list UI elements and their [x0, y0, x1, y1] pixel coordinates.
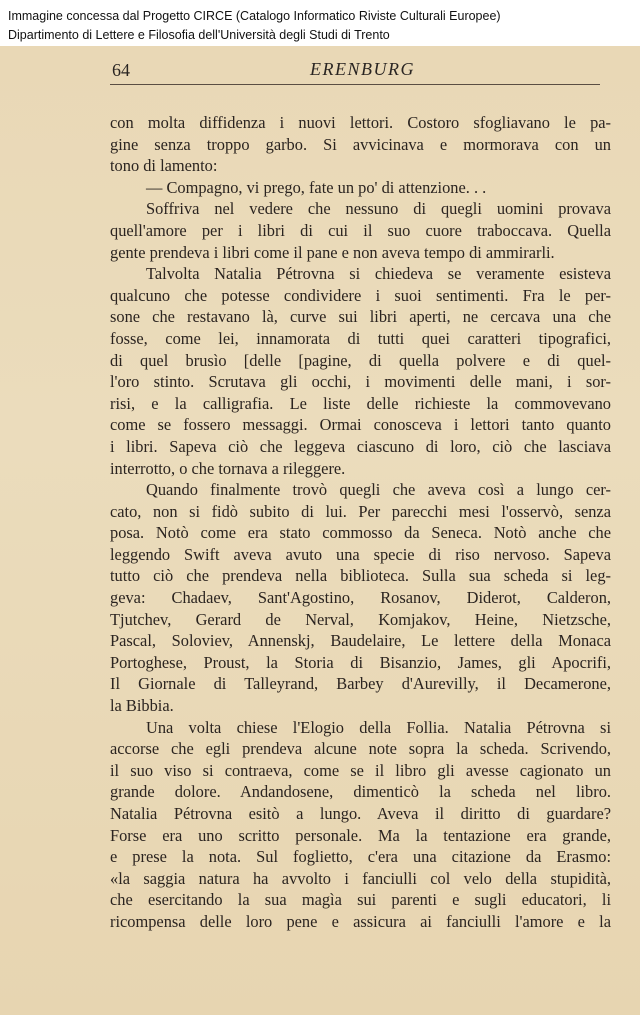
- text-line: risi, e la calligrafia. Le liste delle richieste la commovevano: [110, 393, 611, 413]
- text-line: gente prendeva i libri come il pane e non aveva tempo di ammirarli.: [110, 242, 555, 262]
- text-line: Soffriva nel vedere che nessuno di quegli uomini provava: [146, 199, 611, 219]
- text-line: di quel brusìo [delle [pagine, di quella polvere e di quel-: [110, 350, 611, 370]
- book-page: [0, 46, 640, 1015]
- text-line: geva: Chadaev, Sant'Agostino, Rosanov, Diderot, Calderon,: [110, 588, 611, 608]
- text-line: tutto ciò che prendeva nella biblioteca. Sulla sua scheda si leg-: [110, 566, 611, 586]
- text-line: il suo viso si contraeva, come se il libro gli avesse cagionato un: [110, 760, 611, 780]
- text-line: fosse, come lei, innamorata di tutti quei caratteri tipografici,: [110, 328, 611, 348]
- text-line: tono di lamento:: [110, 156, 218, 176]
- text-line: che esercitando la sua magìa sui parenti e sugli educatori, li: [110, 890, 611, 910]
- body-text: [110, 112, 611, 933]
- text-line: interrotto, o che tornava a rileggere.: [110, 458, 346, 478]
- text-line: come se fossero messaggi. Ormai conosceva i lettori tanto quanto: [110, 415, 611, 435]
- source-banner: [0, 0, 640, 46]
- header-rule: [110, 84, 600, 85]
- text-line: leggendo Swift aveva avuto una specie di riso nervoso. Sapeva: [110, 544, 611, 564]
- text-line: Portoghese, Proust, la Storia di Bisanzio, James, gli Apocrifi,: [110, 652, 611, 672]
- banner-line-2: Dipartimento di Lettere e Filosofia dell'Università degli Studi di Trento: [8, 28, 390, 42]
- text-line: — Compagno, vi prego, fate un po' di attenzione. . .: [146, 177, 487, 197]
- text-line: con molta diffidenza i nuovi lettori. Costoro sfogliavano le pa-: [110, 113, 611, 132]
- text-line: i libri. Sapeva ciò che leggeva ciascuno di loro, ciò che lasciava: [110, 436, 611, 456]
- text-line: la Bibbia.: [110, 696, 174, 716]
- text-line: Pascal, Soloviev, Annenskj, Baudelaire, Le lettere della Monaca: [110, 631, 611, 651]
- text-line: l'oro stinto. Scrutava gli occhi, i movimenti delle mani, i sor-: [110, 372, 611, 392]
- text-line: quell'amore per i libri di cui il suo cuore traboccava. Quella: [110, 220, 611, 240]
- text-line: «la saggia natura ha avvolto i fanciulli col velo della stupidità,: [110, 868, 611, 888]
- text-line: Una volta chiese l'Elogio della Follia. Natalia Pétrovna si: [146, 717, 611, 737]
- text-line: grande dolore. Andandosene, dimenticò la scheda nel libro.: [110, 782, 611, 802]
- text-line: Quando finalmente trovò quegli che aveva così a lungo cer-: [146, 480, 611, 500]
- text-line: sone che restavano là, curve sui libri aperti, ne cercava una che: [110, 307, 611, 327]
- banner-line-1: Immagine concessa dal Progetto CIRCE (Catalogo Informatico Riviste Culturali Europee): [8, 9, 501, 23]
- page-number: 64: [112, 60, 130, 80]
- text-line: qualcuno che potesse condividere i suoi sentimenti. Fra le per-: [110, 285, 611, 305]
- text-line: accorse che egli prendeva alcune note sopra la scheda. Scrivendo,: [110, 739, 611, 759]
- text-line: Talvolta Natalia Pétrovna si chiedeva se veramente esisteva: [146, 264, 611, 284]
- text-line: Il Giornale di Talleyrand, Barbey d'Aurevilly, il Decamerone,: [110, 674, 611, 694]
- text-line: cato, non si fidò subito di lui. Per parecchi mesi l'osservò, senza: [110, 501, 611, 521]
- text-line: Forse era uno scritto personale. Ma la tentazione era grande,: [110, 825, 611, 845]
- running-head: ERENBURG: [310, 59, 415, 79]
- text-line: e prese la nota. Sul foglietto, c'era una citazione da Erasmo:: [110, 847, 611, 867]
- text-line: ricompensa delle loro pene e assicura ai fanciulli l'amore e la: [110, 911, 611, 931]
- text-line: Tjutchev, Gerard de Nerval, Komjakov, Heine, Nietzsche,: [110, 609, 611, 629]
- text-line: posa. Notò come era stato commosso da Seneca. Notò anche che: [110, 523, 611, 543]
- text-line: Natalia Pétrovna esitò a lungo. Aveva il diritto di guardare?: [110, 804, 611, 823]
- text-line: gine senza troppo garbo. Si avvicinava e mormorava con un: [110, 134, 611, 154]
